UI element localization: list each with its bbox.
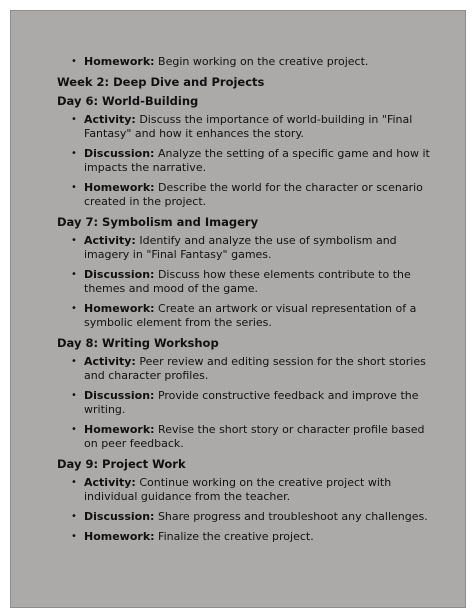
item-label: Homework: — [84, 423, 155, 436]
bullet-icon: • — [71, 269, 77, 280]
item-text: Analyze the setting of a specific game and how it impacts the narrative. — [84, 147, 430, 174]
item-label: Discussion: — [84, 268, 155, 281]
list-item — [57, 530, 437, 544]
item-label: Discussion: — [84, 147, 155, 160]
list-item — [57, 476, 437, 504]
item-label: Homework: — [84, 181, 155, 194]
bullet-icon: • — [71, 56, 77, 67]
item-text: Begin working on the creative project. — [154, 55, 369, 68]
item-text: Identify and analyze the use of symbolism and imagery in "Final Fantasy" games. — [84, 234, 397, 261]
item-label: Homework: — [84, 302, 155, 315]
bullet-icon: • — [71, 114, 77, 125]
bullet-icon: • — [71, 511, 77, 522]
item-label: Discussion: — [84, 389, 155, 402]
bullet-icon: • — [71, 356, 77, 367]
document-content — [57, 55, 437, 550]
list-item — [57, 55, 437, 69]
bullet-icon: • — [71, 303, 77, 314]
item-text: Discuss the importance of world-building in "Final Fantasy" and how it enhances the story. — [84, 113, 413, 140]
item-text: Continue working on the creative project with individual guidance from the teacher. — [84, 476, 392, 503]
item-label: Activity: — [84, 355, 136, 368]
list-item — [57, 181, 437, 209]
day-task-list — [57, 355, 437, 451]
item-text: Peer review and editing session for the short stories and character profiles. — [84, 355, 426, 382]
list-item — [57, 389, 437, 417]
day-task-list — [57, 476, 437, 544]
item-text: Discuss how these elements contribute to the themes and mood of the game. — [84, 268, 411, 295]
list-item — [57, 302, 437, 330]
list-item — [57, 423, 437, 451]
day-heading: Day 8: Writing Workshop — [57, 336, 219, 350]
list-item — [57, 147, 437, 175]
item-label: Activity: — [84, 476, 136, 489]
item-label: Activity: — [84, 113, 136, 126]
list-item — [57, 113, 437, 141]
item-text: Create an artwork or visual representation of a symbolic element from the series. — [84, 302, 417, 329]
day-heading: Day 7: Symbolism and Imagery — [57, 215, 259, 229]
bullet-icon: • — [71, 424, 77, 435]
bullet-icon: • — [71, 235, 77, 246]
item-text: Finalize the creative project. — [154, 530, 314, 543]
item-label: Homework: — [84, 530, 155, 543]
list-item — [57, 510, 437, 524]
item-label: Activity: — [84, 234, 136, 247]
bullet-icon: • — [71, 477, 77, 488]
list-item — [57, 234, 437, 262]
day-task-list — [57, 113, 437, 209]
item-text: Describe the world for the character or scenario created in the project. — [84, 181, 423, 208]
item-text: Share progress and troubleshoot any challenges. — [154, 510, 428, 523]
list-item — [57, 355, 437, 383]
day-heading: Day 9: Project Work — [57, 457, 186, 471]
document-page — [10, 10, 466, 608]
item-label: Homework: — [84, 55, 155, 68]
day-task-list — [57, 234, 437, 330]
continued-task-list — [57, 55, 437, 69]
bullet-icon: • — [71, 390, 77, 401]
list-item — [57, 268, 437, 296]
day-heading: Day 6: World-Building — [57, 94, 199, 108]
week-heading: Week 2: Deep Dive and Projects — [57, 75, 265, 89]
item-text: Provide constructive feedback and improve the writing. — [84, 389, 419, 416]
bullet-icon: • — [71, 182, 77, 193]
item-text: Revise the short story or character profile based on peer feedback. — [84, 423, 425, 450]
bullet-icon: • — [71, 148, 77, 159]
bullet-icon: • — [71, 531, 77, 542]
item-label: Discussion: — [84, 510, 155, 523]
